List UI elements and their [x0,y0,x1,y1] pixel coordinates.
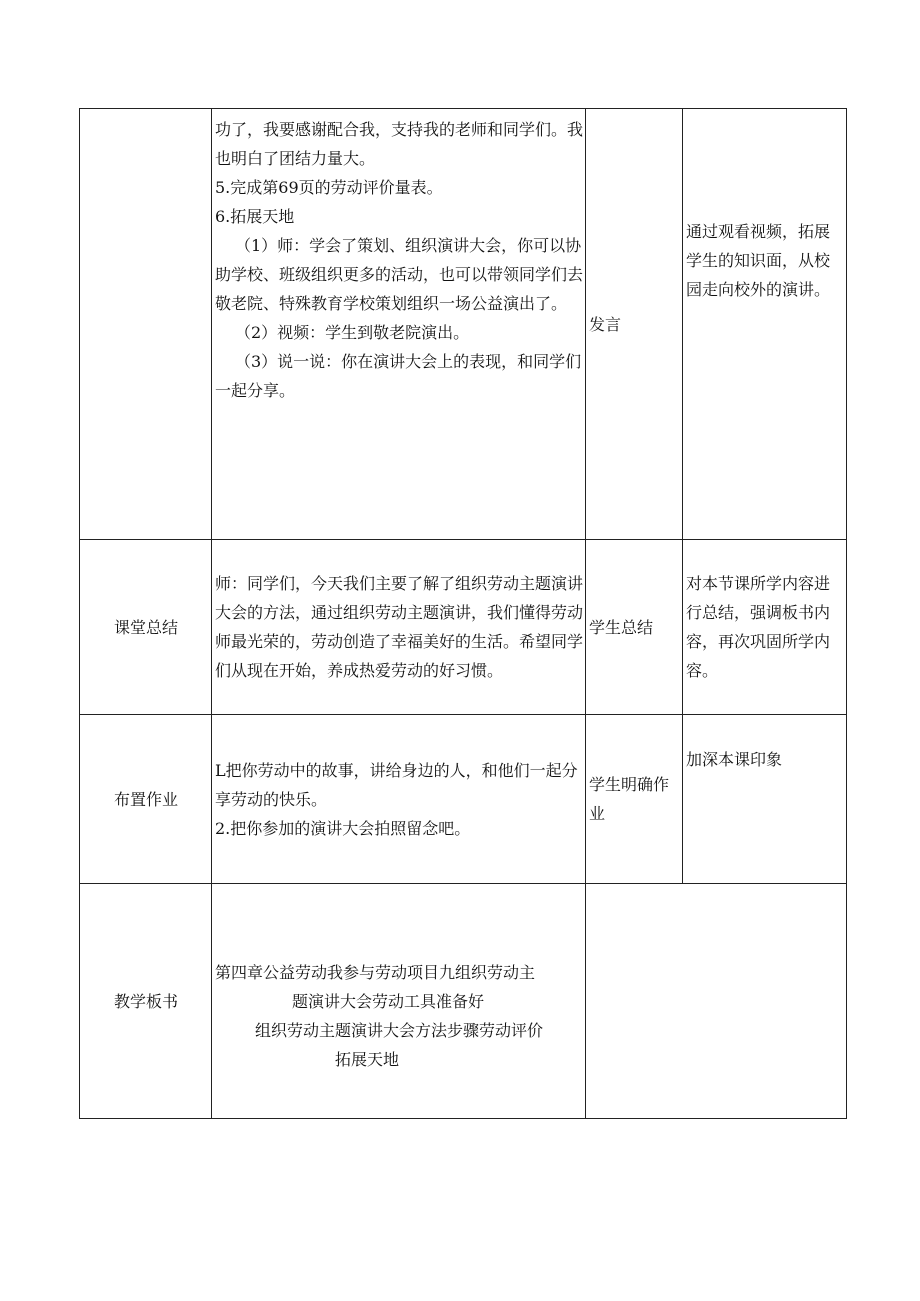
teacher-line: 2.把你参加的演讲大会拍照留念吧。 [215,818,471,838]
table-row [80,540,847,715]
table-row [80,884,847,1119]
teacher-activity-cell [212,715,586,884]
stage-cell: 布置作业 [80,715,212,884]
stage-cell: 教学板书 [80,884,212,1119]
teacher-activity-cell [212,109,586,540]
board-line: 拓展天地 [335,1050,400,1069]
board-line: 题演讲大会劳动工具准备好 [292,992,485,1011]
board-line: 组织劳动主题演讲大会方法步骤劳动评价 [255,1021,544,1040]
student-activity-cell: 学生明确作业 [586,715,683,884]
design-purpose-cell: 对本节课所学内容进行总结，强调板书内容，再次巩固所学内容。 [683,540,847,715]
stage-cell: 课堂总结 [80,540,212,715]
teacher-activity-cell: 师：同学们，今天我们主要了解了组织劳动主题演讲大会的方法，通过组织劳动主题演讲，我们懂得劳动师最光荣的，劳动创造了幸福美好的生活。希望同学们从现在开始，养成热爱劳动的好习惯。 [212,540,586,715]
teacher-line: 功了，我要感谢配合我，支持我的老师和同学们。我也明白了团结力量大。 [215,120,584,168]
board-line: 第四章公益劳动我参与劳动项目九组织劳动主 [215,963,536,982]
teacher-line: （3）说一说：你在演讲大会上的表现，和同学们一起分享。 [215,352,582,400]
blackboard-cell [212,884,586,1119]
lesson-plan-table [79,108,847,1119]
design-purpose-cell: 通过观看视频，拓展学生的知识面，从校园走向校外的演讲。 [683,109,847,540]
design-purpose-cell: 加深本课印象 [683,715,847,884]
student-activity-cell: 学生总结 [586,540,683,715]
teacher-line: 6.拓展天地 [215,207,295,226]
student-activity-cell: 发言 [586,109,683,540]
table-row [80,109,847,540]
teacher-line: L把你劳动中的故事，讲给身边的人，和他们一起分享劳动的快乐。 [215,760,578,809]
blackboard-content [215,928,583,1074]
stage-cell [80,109,212,540]
teacher-line: 5.完成第69页的劳动评价量表。 [215,178,443,197]
table-row [80,715,847,884]
teacher-line: （1）师：学会了策划、组织演讲大会，你可以协助学校、班级组织更多的活动，也可以带领同学们去敬老院、特殊教育学校策划组织一场公益演出了。 [215,236,584,313]
empty-cell [586,884,847,1119]
teacher-line: （2）视频：学生到敬老院演出。 [235,323,470,342]
